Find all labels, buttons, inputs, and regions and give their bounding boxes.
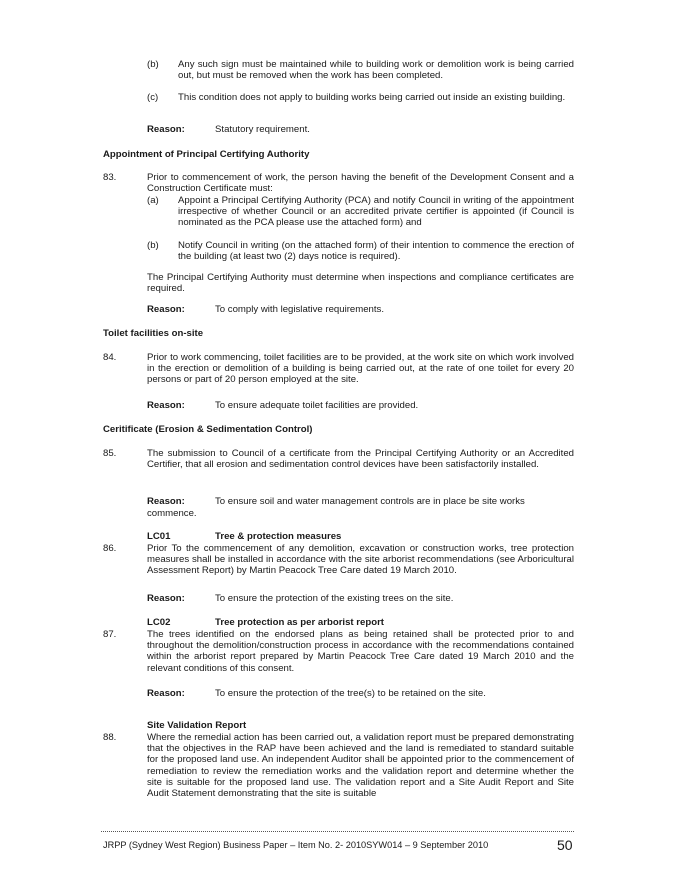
reason-text: To ensure the protection of the tree(s) to be retained on the site.: [215, 688, 486, 699]
reason-text: Statutory requirement.: [215, 124, 310, 135]
section-heading-pca: Appointment of Principal Certifying Authority: [103, 149, 310, 160]
page-number: 50: [557, 837, 573, 853]
footer-divider: [101, 831, 574, 832]
condition-text: The trees identified on the endorsed plans as being retained shall be protected prior to and throughout the demolition/construction process in accordance with the recommendations contained within the arborist report prepared by Martin Peacock Tree Care dated 19 March 2010 and the relevant conditions of this consent.: [147, 629, 574, 674]
reason-label: Reason:: [147, 688, 185, 699]
condition-intro: Prior to commencement of work, the person having the benefit of the Development Consent and a Construction Certificate must:: [147, 172, 574, 195]
condition-title: Tree & protection measures: [215, 531, 342, 542]
reason-text-continued: commence.: [147, 508, 197, 519]
condition-number: 87.: [103, 629, 117, 640]
item-b-text: Any such sign must be maintained while to building work or demolition work is being carried out, but must be removed when the work has been completed.: [178, 59, 574, 82]
reason-text: To ensure the protection of the existing trees on the site.: [215, 593, 454, 604]
subitem-b-label: (b): [147, 240, 159, 251]
item-c-label: (c): [147, 92, 159, 103]
reason-text: To comply with legislative requirements.: [215, 304, 385, 315]
reason-label: Reason:: [147, 593, 185, 604]
item-c-text: This condition does not apply to building works being carried out inside an existing building.: [178, 92, 566, 103]
section-heading-site-validation: Site Validation Report: [147, 720, 247, 731]
reason-text: To ensure soil and water management controls are in place be site works: [215, 496, 525, 507]
condition-text: The submission to Council of a certificate from the Principal Certifying Authority or an Accredited Certifier, that all erosion and sedimentation control devices have been satisfactorily installed.: [147, 448, 574, 471]
condition-text: Prior to work commencing, toilet facilities are to be provided, at the work site on which work involved in the erection or demolition of a building is being carried out, at the rate of one toilet for every 20 persons or part of 20 person employed at the site.: [147, 352, 574, 386]
reason-label: Reason:: [147, 400, 185, 411]
reason-text: To ensure adequate toilet facilities are provided.: [215, 400, 419, 411]
footer-text: JRPP (Sydney West Region) Business Paper – Item No. 2- 2010SYW014 – 9 September 2010: [103, 840, 489, 850]
reason-label: Reason:: [147, 496, 185, 507]
section-heading-certificate: Ceritificate (Erosion & Sedimentation Control): [103, 424, 313, 435]
condition-number: 84.: [103, 352, 117, 363]
condition-title: Tree protection as per arborist report: [215, 617, 385, 628]
subitem-a-label: (a): [147, 195, 159, 206]
subitem-a-text: Appoint a Principal Certifying Authority (PCA) and notify Council in writing of the appointment irrespective of whether Council or an accredited private certifier is appointed (if Council is nominated as the PCA please use the attached form) and: [178, 195, 574, 229]
condition-text: Where the remedial action has been carried out, a validation report must be prepared demonstrating that the objectives in the RAP have been achieved and the land is remediated to standard suitable for the proposed land use. An independent Auditor shall be appointed prior to the commencement of remediation to review the remediation works and the validation report and determine whether the site is suitable for the proposed land use. The validation report and a Site Audit Report and Site Audit Statement demonstrating that the site is suitable: [147, 732, 574, 800]
condition-code: LC02: [147, 617, 171, 628]
reason-label: Reason:: [147, 304, 185, 315]
item-b-label: (b): [147, 59, 159, 70]
condition-number: 83.: [103, 172, 117, 183]
condition-code: LC01: [147, 531, 171, 542]
condition-text: Prior To the commencement of any demolition, excavation or construction works, tree protection measures shall be installed in accordance with the site arborist recommendations (see Arboricultural Assessment Report) by Martin Peacock Tree Care dated 19 March 2010.: [147, 543, 574, 577]
subitem-b-text: Notify Council in writing (on the attached form) of their intention to commence the erection of the building (at least two (2) days notice is required).: [178, 240, 574, 263]
condition-number: 88.: [103, 732, 117, 743]
condition-number: 85.: [103, 448, 117, 459]
reason-label: Reason:: [147, 124, 185, 135]
condition-number: 86.: [103, 543, 117, 554]
condition-paragraph: The Principal Certifying Authority must determine when inspections and compliance certificates are required.: [147, 272, 574, 295]
section-heading-toilet: Toilet facilities on-site: [103, 328, 204, 339]
